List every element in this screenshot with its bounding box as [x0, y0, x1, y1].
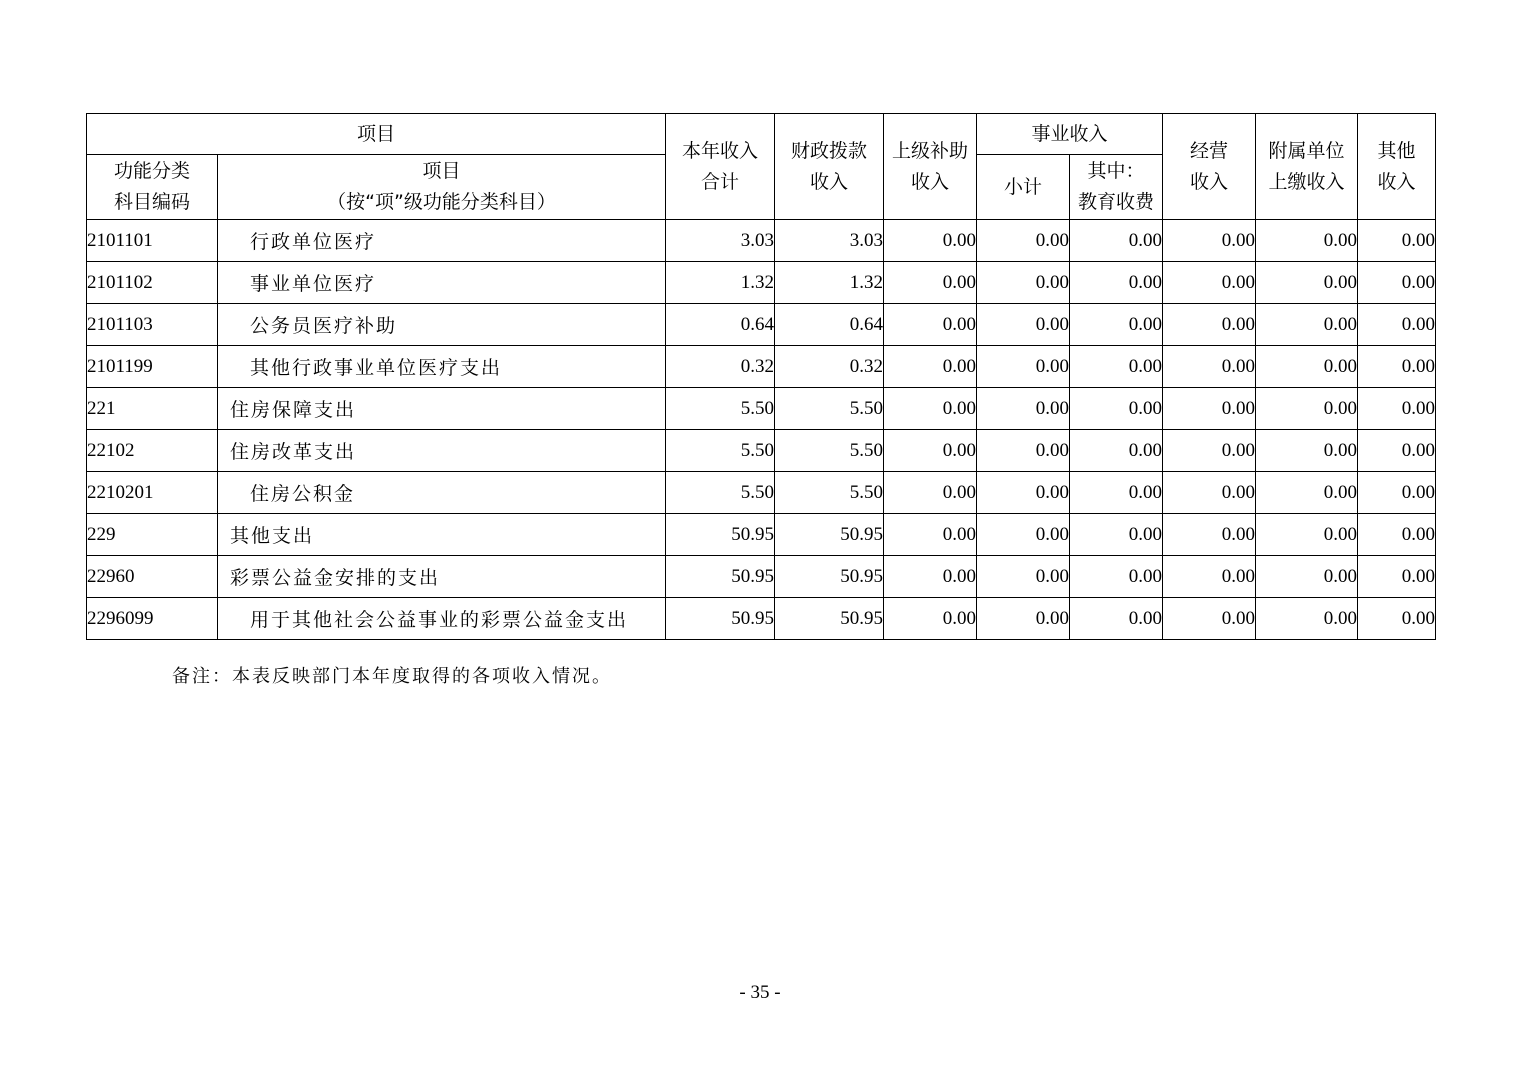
- table-row: [87, 430, 1436, 472]
- cell-value: 0.00: [1256, 346, 1358, 388]
- cell-code: 2101102: [87, 262, 218, 304]
- table-row: [87, 220, 1436, 262]
- cell-value: 50.95: [666, 556, 775, 598]
- cell-value: 0.00: [1256, 388, 1358, 430]
- cell-value: 3.03: [666, 220, 775, 262]
- cell-item-name: 公务员医疗补助: [218, 304, 666, 346]
- cell-value: 0.00: [977, 304, 1070, 346]
- cell-value: 50.95: [666, 598, 775, 640]
- cell-value: 0.00: [1358, 388, 1436, 430]
- cell-value: 0.00: [1163, 430, 1256, 472]
- cell-value: 0.00: [977, 556, 1070, 598]
- cell-value: 5.50: [775, 430, 884, 472]
- cell-value: 5.50: [775, 472, 884, 514]
- cell-value: 0.00: [1163, 346, 1256, 388]
- cell-value: 0.00: [977, 598, 1070, 640]
- cell-value: 0.00: [1070, 220, 1163, 262]
- header-career-group: 事业收入: [977, 114, 1163, 155]
- header-education: 其中： 教育收费: [1070, 155, 1163, 220]
- cell-value: 0.00: [1256, 220, 1358, 262]
- cell-value: 50.95: [775, 514, 884, 556]
- cell-value: 0.00: [1163, 304, 1256, 346]
- header-code: 功能分类 科目编码: [87, 155, 218, 220]
- cell-value: 50.95: [775, 556, 884, 598]
- cell-value: 5.50: [775, 388, 884, 430]
- header-affiliated: 附属单位 上缴收入: [1256, 114, 1358, 220]
- cell-value: 5.50: [666, 388, 775, 430]
- cell-value: 0.00: [1163, 472, 1256, 514]
- cell-value: 0.00: [1256, 556, 1358, 598]
- cell-code: 221: [87, 388, 218, 430]
- cell-value: 0.00: [884, 220, 977, 262]
- cell-value: 0.00: [1358, 304, 1436, 346]
- cell-value: 0.00: [1070, 430, 1163, 472]
- cell-value: 0.00: [1358, 514, 1436, 556]
- cell-value: 0.00: [884, 556, 977, 598]
- cell-value: 0.00: [977, 388, 1070, 430]
- cell-item-name: 行政单位医疗: [218, 220, 666, 262]
- cell-value: 0.00: [977, 472, 1070, 514]
- cell-item-name: 事业单位医疗: [218, 262, 666, 304]
- cell-item-name: 其他支出: [218, 514, 666, 556]
- cell-value: 0.00: [1070, 388, 1163, 430]
- cell-value: 0.00: [1256, 514, 1358, 556]
- cell-item-name: 住房改革支出: [218, 430, 666, 472]
- cell-value: 5.50: [666, 430, 775, 472]
- cell-value: 0.00: [1070, 262, 1163, 304]
- cell-value: 0.00: [1163, 556, 1256, 598]
- cell-value: 0.00: [1358, 472, 1436, 514]
- cell-value: 0.00: [1070, 598, 1163, 640]
- cell-value: 0.00: [977, 430, 1070, 472]
- cell-value: 0.00: [1163, 598, 1256, 640]
- cell-code: 2101101: [87, 220, 218, 262]
- cell-code: 2101103: [87, 304, 218, 346]
- table-row: [87, 262, 1436, 304]
- table-row: [87, 514, 1436, 556]
- cell-value: 0.00: [1163, 514, 1256, 556]
- header-item-group: 项目: [87, 114, 666, 155]
- header-total: 本年收入 合计: [666, 114, 775, 220]
- cell-value: 0.00: [884, 430, 977, 472]
- cell-value: 0.00: [1358, 346, 1436, 388]
- table-note: 备注：本表反映部门本年度取得的各项收入情况。: [172, 666, 612, 687]
- cell-code: 2210201: [87, 472, 218, 514]
- cell-value: 0.00: [1358, 556, 1436, 598]
- cell-value: 50.95: [666, 514, 775, 556]
- cell-value: 0.64: [666, 304, 775, 346]
- cell-value: 5.50: [666, 472, 775, 514]
- cell-item-name: 住房公积金: [218, 472, 666, 514]
- cell-value: 0.00: [1256, 598, 1358, 640]
- cell-value: 0.00: [1358, 262, 1436, 304]
- cell-value: 0.32: [666, 346, 775, 388]
- cell-item-name: 彩票公益金安排的支出: [218, 556, 666, 598]
- header-other: 其他 收入: [1358, 114, 1436, 220]
- table-row: [87, 388, 1436, 430]
- cell-code: 229: [87, 514, 218, 556]
- cell-value: 0.32: [775, 346, 884, 388]
- cell-code: 22960: [87, 556, 218, 598]
- cell-item-name: 用于其他社会公益事业的彩票公益金支出: [218, 598, 666, 640]
- cell-value: 0.00: [884, 514, 977, 556]
- cell-value: 0.64: [775, 304, 884, 346]
- cell-value: 0.00: [1256, 472, 1358, 514]
- cell-value: 0.00: [1256, 262, 1358, 304]
- cell-value: 0.00: [884, 304, 977, 346]
- cell-code: 22102: [87, 430, 218, 472]
- header-operating: 经营 收入: [1163, 114, 1256, 220]
- cell-value: 1.32: [666, 262, 775, 304]
- header-item: 项目 （按“项”级功能分类科目）: [218, 155, 666, 220]
- header-superior: 上级补助 收入: [884, 114, 977, 220]
- header-subtotal: 小计: [977, 155, 1070, 220]
- header-fiscal: 财政拨款 收入: [775, 114, 884, 220]
- cell-value: 0.00: [1163, 262, 1256, 304]
- page-number: - 35 -: [739, 982, 781, 1003]
- cell-item-name: 其他行政事业单位医疗支出: [218, 346, 666, 388]
- cell-value: 0.00: [1070, 514, 1163, 556]
- income-table: [86, 113, 1436, 640]
- cell-value: 0.00: [977, 514, 1070, 556]
- cell-value: 0.00: [1070, 304, 1163, 346]
- cell-value: 0.00: [977, 220, 1070, 262]
- table-row: [87, 598, 1436, 640]
- cell-value: 0.00: [1070, 556, 1163, 598]
- cell-value: 3.03: [775, 220, 884, 262]
- cell-item-name: 住房保障支出: [218, 388, 666, 430]
- cell-value: 0.00: [1163, 220, 1256, 262]
- cell-code: 2101199: [87, 346, 218, 388]
- cell-value: 1.32: [775, 262, 884, 304]
- cell-value: 0.00: [1163, 388, 1256, 430]
- cell-code: 2296099: [87, 598, 218, 640]
- cell-value: 0.00: [884, 346, 977, 388]
- cell-value: 0.00: [977, 262, 1070, 304]
- cell-value: 0.00: [884, 472, 977, 514]
- cell-value: 0.00: [884, 598, 977, 640]
- cell-value: 0.00: [1256, 430, 1358, 472]
- table-row: [87, 304, 1436, 346]
- cell-value: 0.00: [884, 262, 977, 304]
- cell-value: 0.00: [1358, 220, 1436, 262]
- cell-value: 50.95: [775, 598, 884, 640]
- cell-value: 0.00: [1358, 598, 1436, 640]
- table-row: [87, 556, 1436, 598]
- cell-value: 0.00: [1070, 346, 1163, 388]
- table-row: [87, 472, 1436, 514]
- cell-value: 0.00: [1070, 472, 1163, 514]
- cell-value: 0.00: [884, 388, 977, 430]
- cell-value: 0.00: [1358, 430, 1436, 472]
- table-row: [87, 346, 1436, 388]
- cell-value: 0.00: [1256, 304, 1358, 346]
- cell-value: 0.00: [977, 346, 1070, 388]
